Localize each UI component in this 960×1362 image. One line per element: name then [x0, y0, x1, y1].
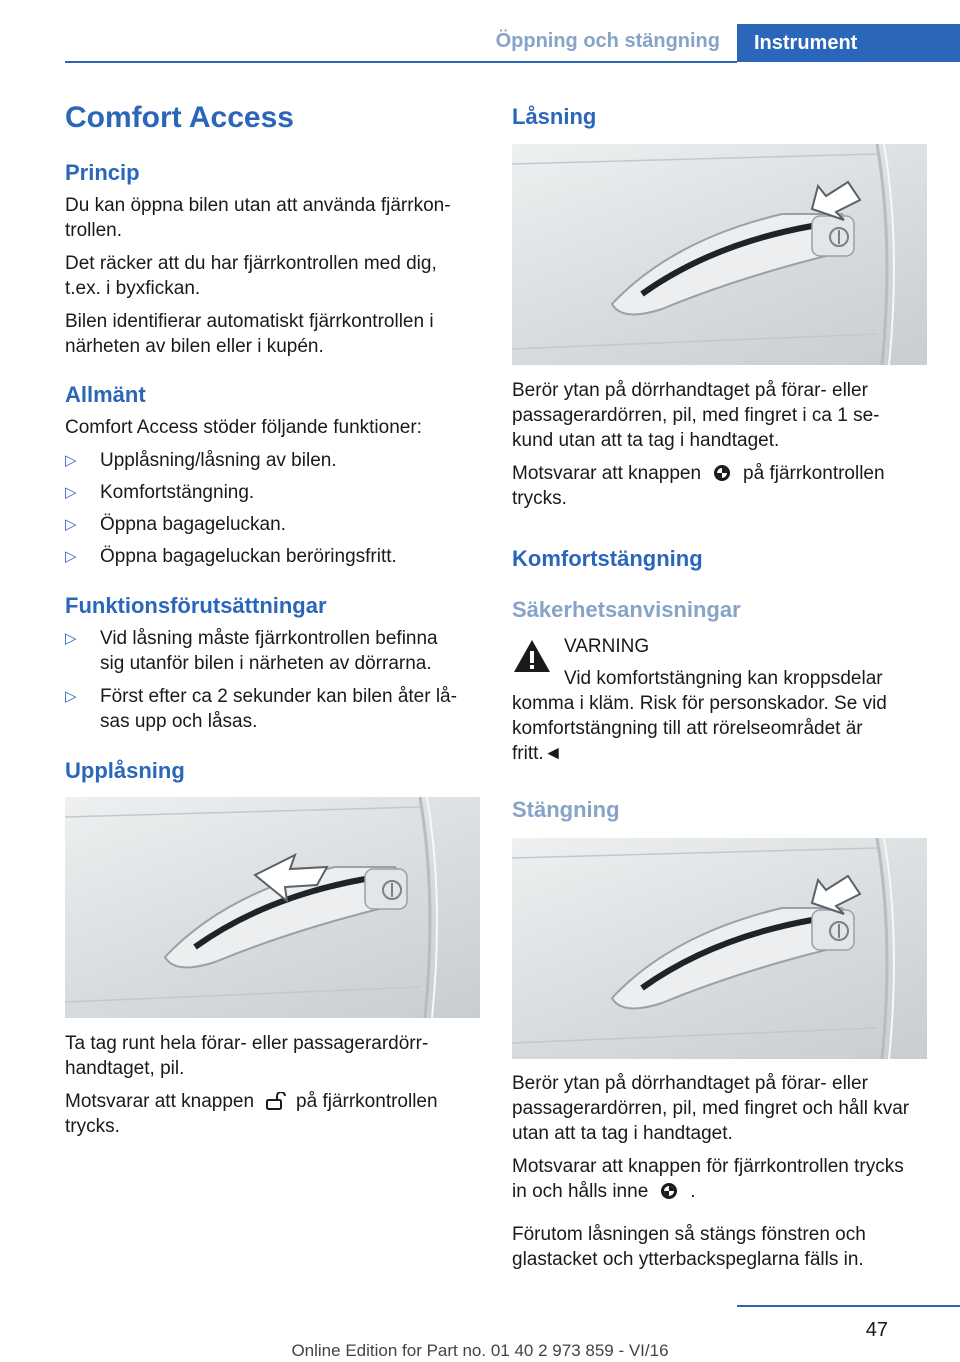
list-item-cont: sig utanför bilen i närheten av dörrarna. [100, 653, 432, 674]
upplasning-text-1b: handtaget, pil. [65, 1058, 185, 1079]
warning-text-2: komma i kläm. Risk för personskador. Se vid [512, 693, 887, 714]
princip-text-1a: Du kan öppna bilen utan att använda fjärrkon‐ [65, 195, 451, 216]
princip-text-2b: t.ex. i byxfickan. [65, 278, 201, 299]
lasning-text-1a: Berör ytan på dörrhandtaget på förar- eller [512, 380, 868, 401]
allmant-intro: Comfort Access stöder följande funktioner: [65, 417, 422, 438]
list-item: ▷ Öppna bagageluckan beröringsfritt. [65, 546, 397, 567]
lasning-text-1c: kund utan att ta tag i handtaget. [512, 430, 780, 451]
princip-text-3b: närheten av bilen eller i kupén. [65, 336, 324, 357]
warning-text-3: komfortstängning till att rörelseområdet är [512, 718, 863, 739]
princip-text-2a: Det räcker att du har fjärrkontrollen med dig, [65, 253, 437, 274]
page-title: Comfort Access [65, 101, 294, 134]
bullet-triangle-icon: ▷ [65, 516, 77, 533]
list-item: ▷ Öppna bagageluckan. [65, 514, 286, 535]
stangning-text-3b: glastacket och ytterbackspeglarna fälls in. [512, 1249, 864, 1270]
unlock-button-icon [264, 1092, 286, 1110]
heading-forutsattningar: Funktionsförutsättningar [65, 593, 327, 618]
stangning-text-2a: Motsvarar att knappen för fjärrkontrollen trycks [512, 1156, 904, 1177]
warning-triangle-icon [512, 638, 552, 674]
section-title: Öppning och stängning [495, 30, 720, 52]
stangning-text-2b: in och hålls inne . [512, 1181, 696, 1202]
page-header [0, 0, 960, 62]
bullet-triangle-icon: ▷ [65, 688, 77, 705]
bmw-logo-button-icon [711, 464, 733, 482]
lasning-text-2b: trycks. [512, 488, 567, 509]
bullet-triangle-icon: ▷ [65, 452, 77, 469]
door-handle-close-image [512, 838, 927, 1059]
stangning-text-1c: utan att ta tag i handtaget. [512, 1123, 733, 1144]
heading-stangning: Stängning [512, 797, 620, 822]
edition-footer: Online Edition for Part no. 01 40 2 973 859 - VI/16 [291, 1341, 669, 1360]
warning-label: VARNING [564, 636, 650, 657]
princip-text-3a: Bilen identifierar automatiskt fjärrkontrollen i [65, 311, 434, 332]
heading-sakerhetsanvisningar: Säkerhetsanvisningar [512, 597, 741, 622]
door-handle-lock-image [512, 144, 927, 365]
upplasning-text-1a: Ta tag runt hela förar- eller passagerardörr‐ [65, 1033, 429, 1054]
bullet-triangle-icon: ▷ [65, 548, 77, 565]
stangning-text-1a: Berör ytan på dörrhandtaget på förar- eller [512, 1073, 868, 1094]
footer-rule [737, 1305, 960, 1307]
heading-princip: Princip [65, 160, 140, 185]
lasning-text-2a: Motsvarar att knappen på fjärrkontrollen [512, 463, 885, 484]
header-rule [65, 61, 737, 63]
list-item-cont: sas upp och låsas. [100, 711, 258, 732]
chapter-tab: Instrument [737, 24, 960, 62]
lasning-text-1b: passagerardörren, pil, med fingret i ca 1 se‐ [512, 405, 880, 426]
list-item: ▷ Upplåsning/låsning av bilen. [65, 450, 337, 471]
bmw-logo-button-icon [658, 1182, 680, 1200]
heading-allmant: Allmänt [65, 382, 146, 407]
door-handle-unlock-image [65, 797, 480, 1018]
list-item: ▷ Vid låsning måste fjärrkontrollen befinna [65, 628, 438, 649]
list-item: ▷ Komfortstängning. [65, 482, 255, 503]
stangning-text-3a: Förutom låsningen så stängs fönstren och [512, 1224, 866, 1245]
bullet-triangle-icon: ▷ [65, 630, 77, 647]
warning-text-1: Vid komfortstängning kan kroppsdelar [564, 668, 883, 689]
heading-lasning: Låsning [512, 104, 597, 129]
princip-text-1b: trollen. [65, 220, 123, 241]
upplasning-text-2b: trycks. [65, 1116, 120, 1137]
bullet-triangle-icon: ▷ [65, 484, 77, 501]
stangning-text-1b: passagerardörren, pil, med fingret och håll kvar [512, 1098, 910, 1119]
heading-upplasning: Upplåsning [65, 758, 185, 783]
warning-text-4: fritt.◄ [512, 743, 563, 764]
heading-komfortstangning: Komfortstängning [512, 546, 703, 571]
page-number: 47 [865, 1319, 888, 1341]
list-item: ▷ Först efter ca 2 sekunder kan bilen åter lå‐ [65, 686, 457, 707]
upplasning-text-2a: Motsvarar att knappen på fjärrkontrollen [65, 1091, 438, 1112]
